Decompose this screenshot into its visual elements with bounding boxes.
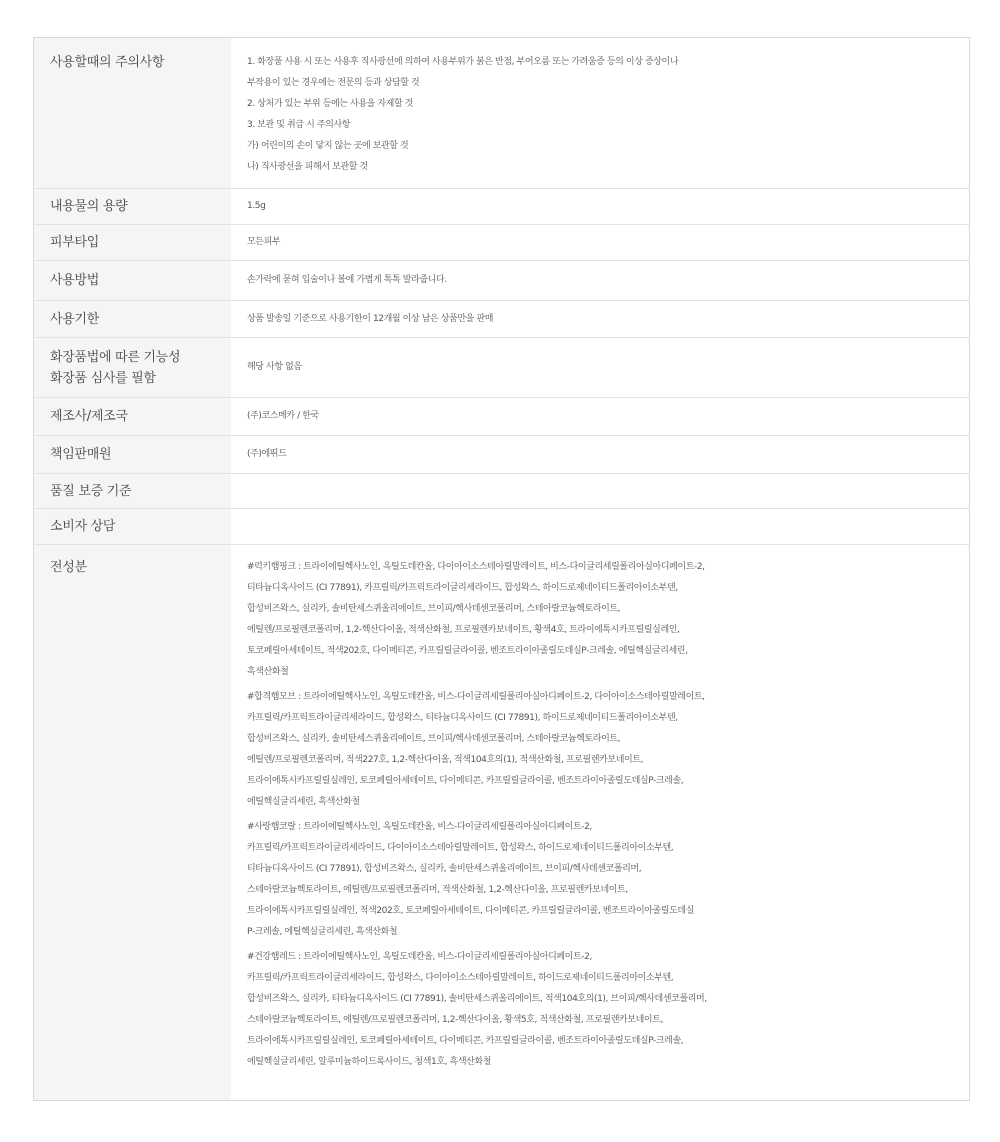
row-value <box>231 509 969 544</box>
row-label <box>34 338 231 397</box>
row-label <box>34 261 231 300</box>
value-line: 나) 직사광선을 피해서 보관할 것 <box>247 162 368 172</box>
ingredient-line: 합성비즈왁스, 실리카, 솔비탄세스퀴올리에이트, 브이피/헥사데센코폴리머, 스테아랄코늄헥토라이트, <box>247 604 621 614</box>
label-text: 사용할때의 주의사항 <box>50 55 165 70</box>
ingredient-line: 티타늄디옥사이드 (CI 77891), 합성비즈왁스, 실리카, 솔비탄세스퀴올리에이트, 브이피/헥사데센코폴리머, <box>247 864 642 874</box>
row-customer-service <box>34 509 969 545</box>
ingredient-line: 에틸렌/프로필렌코폴리머, 적색227호, 1,2-헥산다이올, 적색104호의(1), 적색산화철, 프로필렌카보네이트, <box>247 755 644 765</box>
row-value <box>231 261 969 300</box>
ingredient-line: #럭키햄핑크 : 트라이에틸헥사노인, 옥틸도데칸올, 다이아이소스테아릴말레이트, 비스-다이글리세릴폴리아실아디페이트-2, <box>247 562 705 572</box>
label-text: 화장품법에 따른 기능성 화장품 심사를 필함 <box>50 349 181 386</box>
value-line: 모든피부 <box>247 237 281 247</box>
row-label <box>34 545 231 1100</box>
ingredient-line: 트라이에톡시카프릴릴실레인, 토코페릴아세테이트, 다이메티콘, 카프릴릴글라이콜, 벤조트라이아졸릴도데실P-크레솔, <box>247 776 684 786</box>
product-info-table <box>33 37 970 1101</box>
row-usage <box>34 261 969 301</box>
row-value <box>231 545 969 1100</box>
ingredient-line: 에틸헥실글리세린, 흑색산화철 <box>247 797 360 807</box>
row-value <box>231 189 969 224</box>
label-text: 사용방법 <box>50 273 100 288</box>
ingredient-line: 토코페릴아세테이트, 적색202호, 다이메티콘, 카프릴릴글라이콜, 벤조트라이아졸릴도데실P-크레솔, 에틸헥실글리세린, <box>247 646 688 656</box>
ingredient-line: P-크레솔, 에틸헥실글리세린, 흑색산화철 <box>247 927 398 937</box>
row-value <box>231 436 969 473</box>
ingredient-paragraph <box>247 817 969 943</box>
row-value <box>231 301 969 337</box>
row-label <box>34 189 231 224</box>
label-text: 피부타입 <box>50 235 100 250</box>
row-label <box>34 509 231 544</box>
ingredient-paragraph <box>247 687 969 813</box>
row-label <box>34 38 231 188</box>
row-expiry <box>34 301 969 338</box>
row-quality-standard <box>34 474 969 509</box>
ingredient-line: 티타늄디옥사이드 (CI 77891), 카프릴릭/카프릭트라이글리세라이드, 합성왁스, 하이드로제네이티드폴리아이소부텐, <box>247 583 678 593</box>
ingredient-paragraph <box>247 557 969 683</box>
ingredient-line: 카프릴릭/카프릭트라이글리세라이드, 합성왁스, 다이아이소스테아릴말레이트, 하이드로제네이티드폴리아이소부텐, <box>247 973 674 983</box>
row-value <box>231 225 969 260</box>
ingredient-line: 에틸렌/프로필렌코폴리머, 1,2-헥산다이올, 적색산화철, 프로필렌카보네이트, 황색4호, 트라이에톡시카프릴릴실레인, <box>247 625 680 635</box>
row-label <box>34 398 231 435</box>
ingredient-paragraph <box>247 947 969 1073</box>
label-text: 내용물의 용량 <box>50 199 128 214</box>
ingredient-line: 흑색산화철 <box>247 667 289 677</box>
ingredient-line: 트라이에톡시카프릴릴실레인, 적색202호, 토코페릴아세테이트, 다이메티콘, 카프릴릴글라이콜, 벤조트라이아졸릴도데실 <box>247 906 694 916</box>
ingredient-line: 카프릴릭/카프릭트라이글리세라이드, 합성왁스, 티타늄디옥사이드 (CI 77891), 하이드로제네이티드폴리아이소부텐, <box>247 713 678 723</box>
row-label <box>34 474 231 508</box>
ingredient-line: 스테아랄코늄헥토라이트, 에틸렌/프로필렌코폴리머, 적색산화철, 1,2-헥산다이올, 프로필렌카보네이트, <box>247 885 628 895</box>
ingredient-line: 합성비즈왁스, 실리카, 솔비탄세스퀴올리에이트, 브이피/헥사데센코폴리머, 스테아랄코늄헥토라이트, <box>247 734 621 744</box>
row-volume <box>34 189 969 225</box>
ingredient-line: #사랑햄코랄 : 트라이에틸헥사노인, 옥틸도데칸올, 비스-다이글리세릴폴리아실아디페이트-2, <box>247 822 592 832</box>
value-line: 상품 발송일 기준으로 사용기한이 12개월 이상 남은 상품만을 판매 <box>247 313 493 324</box>
ingredient-line: #건강햄레드 : 트라이에틸헥사노인, 옥틸도데칸올, 비스-다이글리세릴폴리아실아디페이트-2, <box>247 952 592 962</box>
row-functional-cosmetic <box>34 338 969 398</box>
value-line: 1.5g <box>247 201 266 211</box>
label-text: 전성분 <box>50 560 87 575</box>
row-value <box>231 474 969 508</box>
ingredient-line: 에틸헥실글리세린, 알루미늄하이드록사이드, 청색1호, 흑색산화철 <box>247 1057 492 1067</box>
ingredient-line: 스테아랄코늄헥토라이트, 에틸렌/프로필렌코폴리머, 1,2-헥산다이올, 황색5호, 적색산화철, 프로필렌카보네이트, <box>247 1015 663 1025</box>
row-label <box>34 225 231 260</box>
label-text: 책임판매원 <box>50 447 112 462</box>
ingredient-line: 카프릴릭/카프릭트라이글리세라이드, 다이아이소스테아릴말레이트, 합성왁스, 하이드로제네이티드폴리아이소부텐, <box>247 843 674 853</box>
ingredient-line: #합격햄모브 : 트라이에틸헥사노인, 옥틸도데칸올, 비스-다이글리세릴폴리아실아디페이트-2, 다이아이소스테아릴말레이트, <box>247 692 705 702</box>
value-line: 3. 보관 및 취급 시 주의사항 <box>247 120 351 130</box>
value-line: (주)코스메카 / 한국 <box>247 411 319 421</box>
row-seller <box>34 436 969 474</box>
row-label <box>34 436 231 473</box>
value-line: 손가락에 묻혀 입술이나 볼에 가볍게 톡톡 발라줍니다. <box>247 275 447 285</box>
value-line: 해당 사항 없음 <box>247 362 302 372</box>
row-ingredients <box>34 545 969 1100</box>
value-line: 부작용이 있는 경우에는 전문의 등과 상담할 것 <box>247 78 420 88</box>
ingredient-line: 트라이에톡시카프릴릴실레인, 토코페릴아세테이트, 다이메티콘, 카프릴릴글라이콜, 벤조트라이아졸릴도데실P-크레솔, <box>247 1036 684 1046</box>
label-text: 소비자 상담 <box>50 519 116 534</box>
row-value <box>231 38 969 188</box>
value-line: 2. 상처가 있는 부위 등에는 사용을 자제할 것 <box>247 99 414 109</box>
row-manufacturer <box>34 398 969 436</box>
row-value <box>231 398 969 435</box>
label-text: 품질 보증 기준 <box>50 483 132 499</box>
ingredient-line: 합성비즈왁스, 실리카, 티타늄디옥사이드 (CI 77891), 솔비탄세스퀴올리에이트, 적색104호의(1), 브이피/헥사데센코폴리머, <box>247 994 707 1004</box>
value-line: 가) 어린이의 손이 닿지 않는 곳에 보관할 것 <box>247 141 409 151</box>
row-skin-type <box>34 225 969 261</box>
value-line: (주)에뛰드 <box>247 449 287 459</box>
label-text: 제조사/제조국 <box>50 409 128 424</box>
label-text: 사용기한 <box>50 311 100 327</box>
row-value <box>231 338 969 397</box>
value-line: 1. 화장품 사용 시 또는 사용후 직사광선에 의하여 사용부위가 붉은 반점, 부어오름 또는 가려움증 등의 이상 증상이나 <box>247 57 679 67</box>
row-precautions <box>34 38 969 189</box>
row-label <box>34 301 231 337</box>
